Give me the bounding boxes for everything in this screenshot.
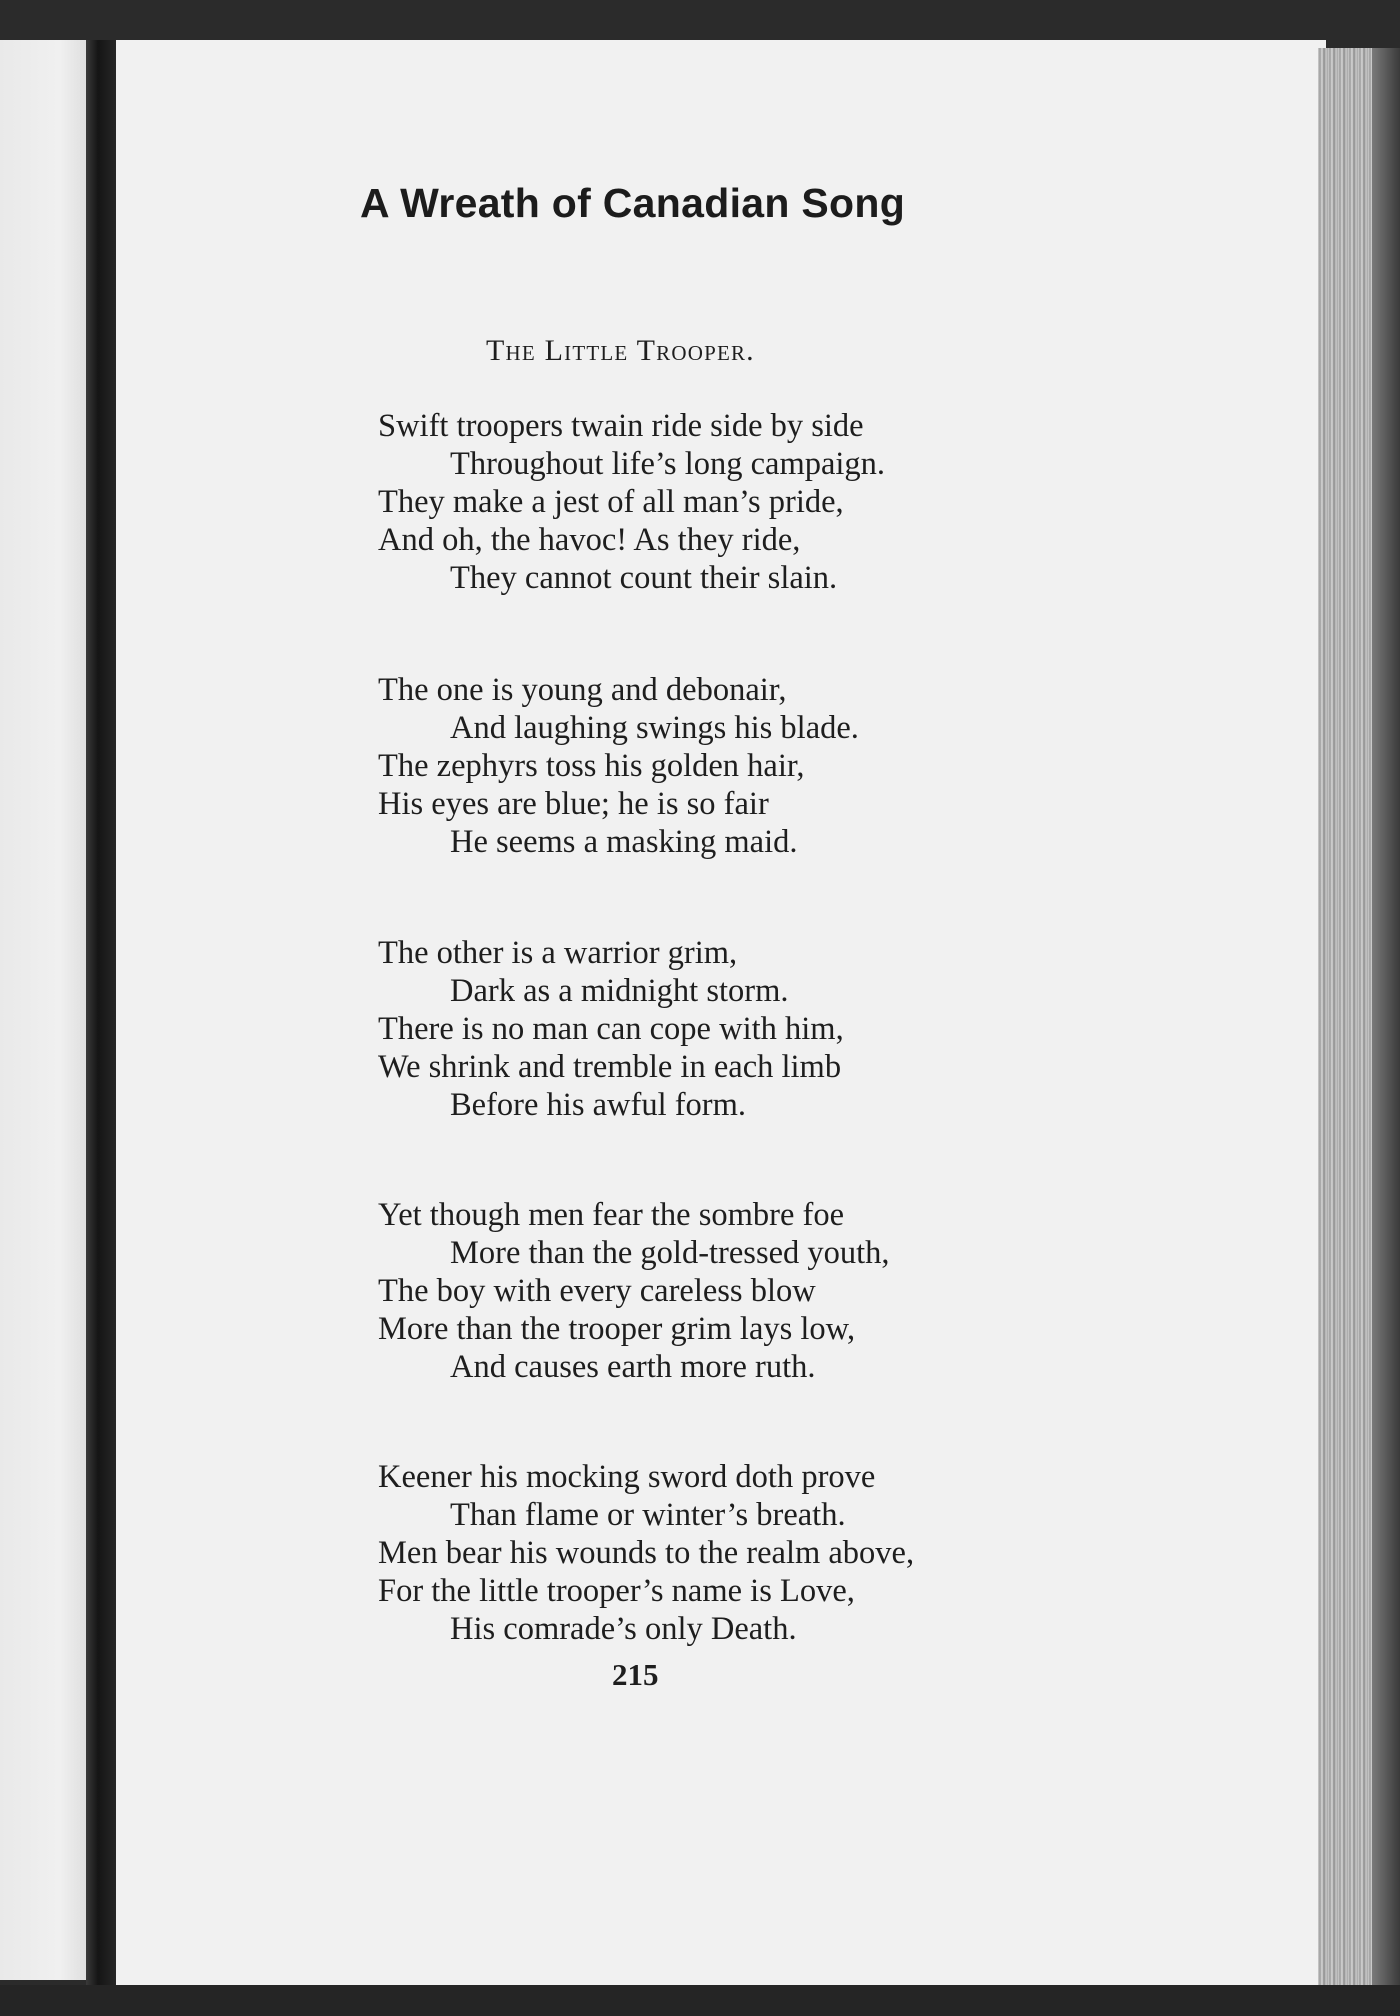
bottom-shadow [0,1985,1400,2016]
poem-line: More than the trooper grim lays low, [378,1311,856,1347]
poem-line: The one is young and debonair, [378,672,787,708]
poem-line: We shrink and tremble in each limb [378,1049,842,1085]
poem-line: And oh, the havoc! As they ride, [378,522,801,558]
poem-line: Yet though men fear the sombre foe [378,1197,845,1233]
poem-line: Throughout life’s long campaign. [450,446,886,482]
poem-line: Swift troopers twain ride side by side [378,408,864,444]
poem-line: The boy with every careless blow [378,1273,816,1309]
poem-line: Than flame or winter’s breath. [450,1497,846,1533]
poem-line: They cannot count their slain. [450,560,838,596]
stanza [378,934,1038,1124]
facing-page [0,40,100,1980]
book-gutter [86,40,116,1990]
stanza [378,1196,1038,1386]
poem-line: Men bear his wounds to the realm above, [378,1535,915,1571]
poem-line: The zephyrs toss his golden hair, [378,748,805,784]
stanza [378,1458,1038,1648]
poem-line: They make a jest of all man’s pride, [378,484,844,520]
poem-line: Dark as a midnight storm. [450,973,789,1009]
stanza [378,671,1038,861]
poem-line: More than the gold-tressed youth, [450,1235,890,1271]
poem-line: For the little trooper’s name is Love, [378,1573,855,1609]
poem-line: And laughing swings his blade. [450,710,859,746]
poem-title: The Little Trooper. [486,334,755,367]
poem-line: He seems a masking maid. [450,824,798,860]
stanza [378,407,1038,597]
poem-line: There is no man can cope with him, [378,1011,844,1047]
poem-line: Before his awful form. [450,1087,747,1123]
page-edges [1318,48,1400,1988]
poem-line: Keener his mocking sword doth prove [378,1459,876,1495]
page-number: 215 [612,1657,659,1692]
poem-line: And causes earth more ruth. [450,1349,816,1385]
poem-line: The other is a warrior grim, [378,935,738,971]
running-head: A Wreath of Canadian Song [360,180,906,226]
poem-line: His comrade’s only Death. [450,1611,797,1647]
poem-line: His eyes are blue; he is so fair [378,786,769,822]
